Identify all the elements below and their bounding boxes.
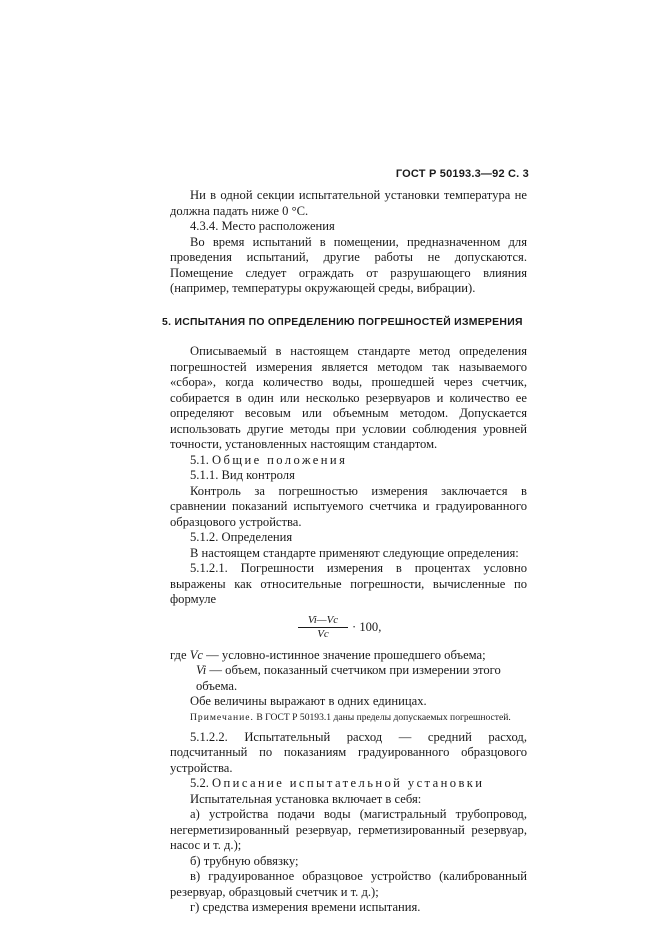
clause-5-2: [170, 776, 527, 792]
paragraph-location: Во время испытаний в помещении, предназначенном для проведения испытаний, другие работы не допускаются. Помещение следует ограждать от разрушающего влияния (например, температуры окружающей среды, вибрации).: [170, 234, 527, 295]
definition-vi-text: — объем, показанный счетчиком при измерении этого объема.: [196, 663, 501, 693]
paragraph-definitions-intro: В настоящем стандарте применяют следующие определения:: [190, 545, 519, 560]
formula-numerator: Vi—Vc: [298, 614, 348, 628]
section-5-title: 5. ИСПЫТАНИЯ ПО ОПРЕДЕЛЕНИЮ ПОГРЕШНОСТЕЙ ИЗМЕРЕНИЯ: [162, 316, 523, 328]
paragraph-setup-intro: Испытательная установка включает в себя:: [190, 791, 422, 806]
formula-multiplier: · 100,: [352, 619, 382, 634]
clause-5-2-title: Описание испытательной установки: [212, 776, 485, 790]
definition-vc-text: — условно-истинное значение прошедшего объема;: [206, 647, 486, 662]
clause-5-1-title: Общие положения: [212, 452, 348, 467]
clause-5-1-1: 5.1.1. Вид контроля: [190, 468, 295, 482]
formula-fraction: [298, 614, 348, 641]
list-item-c: в) градуированное образцовое устройство (калиброванный резервуар, образцовый счетчик и т. д.);: [170, 869, 527, 899]
paragraph-control: Контроль за погрешностью измерения заключается в сравнении показаний испытуемого счетчика и градуированного образцового устройства.: [170, 483, 527, 529]
paragraph-units: Обе величины выражают в одних единицах.: [190, 694, 427, 708]
note: [170, 712, 527, 724]
clause-5-1-2-1: 5.1.2.1. Погрешности измерения в процентах условно выражены как относительные погрешности, вычисленные по формуле: [170, 561, 527, 606]
definition-vi: [170, 663, 527, 694]
note-label: Примечание.: [190, 711, 254, 723]
definition-prefix: где: [170, 647, 187, 662]
formula-denominator: Vc: [317, 627, 329, 640]
error-formula: [170, 614, 527, 646]
note-text: В ГОСТ Р 50193.1 даны пределы допускаемых погрешностей.: [256, 711, 511, 723]
list-item-d: г) средства измерения времени испытания.: [190, 900, 421, 914]
definition-vi-symbol: Vi: [196, 663, 207, 677]
document-body: [162, 188, 527, 916]
page-header: ГОСТ Р 50193.3—92 С. 3: [395, 168, 529, 180]
definition-vc-symbol: Vc: [189, 647, 203, 662]
clause-5-1: [170, 453, 527, 469]
clause-5-2-number: 5.2.: [190, 776, 209, 790]
paragraph-temperature: Ни в одной секции испытательной установки температура не должна падать ниже 0 °С.: [170, 188, 527, 218]
paragraph-method: Описываемый в настоящем стандарте метод определения погрешностей измерения является методом так называемого «сбора», когда количество воды, прошедшей через счетчик, собирается в один или несколько резервуаров и количество ее определяют весовым или объемным методом. Допускается использовать другие методы при условии соблюдения уровней точности, установленных настоящим стандартом.: [170, 344, 527, 451]
definition-vc: [170, 648, 527, 664]
clause-5-1-2: 5.1.2. Определения: [190, 530, 293, 544]
clause-4-3-4: 4.3.4. Место расположения: [190, 219, 335, 233]
clause-5-1-2-2: 5.1.2.2. Испытательный расход — средний расход, подсчитанный по показаниям градуированного образцового устройства.: [170, 729, 527, 775]
list-item-b: б) трубную обвязку;: [190, 853, 299, 868]
list-item-a: а) устройства подачи воды (магистральный трубопровод, негерметизированный резервуар, герметизированный резервуар, насос и т. д.);: [170, 807, 527, 852]
formula-definitions: [170, 648, 527, 695]
clause-5-1-number: 5.1.: [190, 452, 209, 467]
